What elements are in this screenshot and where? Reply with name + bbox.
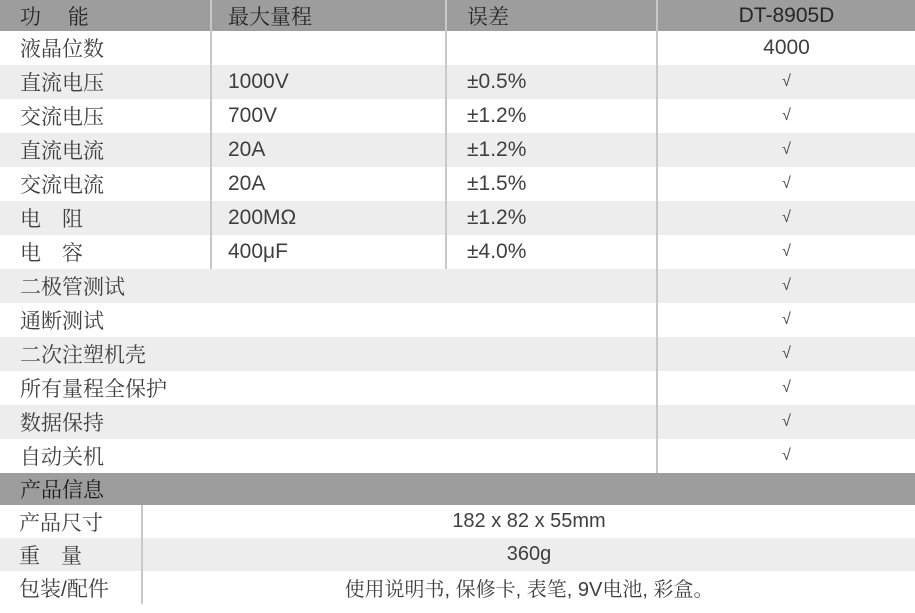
spec-label: 电 容 [20,242,83,265]
spec-label: 直流电流 [20,140,104,163]
spec-checkmark: √ [656,371,915,405]
spec-label: 电 阻 [20,208,83,231]
spec-label: 液晶位数 [20,38,104,61]
spec-range: 20A [210,167,445,201]
spec-checkmark: √ [656,405,915,439]
header-accuracy: 误差 [445,0,656,31]
spec-label: 二极管测试 [20,276,125,299]
spec-accuracy: ±1.2% [445,99,656,133]
spec-checkmark: √ [656,269,915,303]
spec-range [210,31,445,65]
spec-label: 自动关机 [20,446,104,469]
table-row [0,337,915,371]
section-title-product-info: 产品信息 [0,473,915,505]
table-row [0,235,915,269]
spec-label: 直流电压 [20,72,104,95]
info-row [0,571,915,604]
spec-label: 数据保持 [20,412,104,435]
spec-label: 所有量程全保护 [20,378,167,401]
spec-checkmark: √ [656,99,915,133]
spec-range: 400μF [210,235,445,269]
spec-accuracy: ±1.5% [445,167,656,201]
spec-checkmark: √ [656,201,915,235]
info-label: 包装/配件 [19,577,109,601]
spec-label: 通断测试 [20,310,104,333]
spec-label: 交流电压 [20,106,104,129]
spec-accuracy [445,31,656,65]
info-row [0,505,915,538]
spec-checkmark: √ [656,133,915,167]
spec-accuracy: ±1.2% [445,201,656,235]
spec-accuracy: ±4.0% [445,235,656,269]
table-row [0,405,915,439]
spec-accuracy: ±0.5% [445,65,656,99]
spec-value: 4000 [656,31,915,65]
table-row [0,371,915,405]
spec-accuracy: ±1.2% [445,133,656,167]
info-value: 182 x 82 x 55mm [141,505,915,538]
info-row [0,538,915,571]
header-function: 功 能 [20,5,89,29]
table-row [0,439,915,473]
info-value: 使用说明书, 保修卡, 表笔, 9V电池, 彩盒。 [141,571,915,604]
table-row [0,65,915,99]
info-label: 重 量 [19,544,82,568]
table-row [0,269,915,303]
spec-checkmark: √ [656,167,915,201]
info-label: 产品尺寸 [19,511,103,535]
spec-range: 700V [210,99,445,133]
table-row [0,303,915,337]
spec-checkmark: √ [656,235,915,269]
info-value: 360g [141,538,915,571]
spec-range: 1000V [210,65,445,99]
table-header-row [0,0,915,31]
table-row [0,99,915,133]
table-row [0,133,915,167]
table-row [0,201,915,235]
spec-checkmark: √ [656,337,915,371]
spec-checkmark: √ [656,439,915,473]
spec-range: 20A [210,133,445,167]
table-row [0,31,915,65]
spec-range: 200MΩ [210,201,445,235]
table-row [0,167,915,201]
spec-label: 二次注塑机壳 [20,344,146,367]
spec-checkmark: √ [656,303,915,337]
header-model: DT-8905D [656,0,915,31]
spec-checkmark: √ [656,65,915,99]
header-max-range: 最大量程 [210,0,445,31]
spec-label: 交流电流 [20,174,104,197]
bottom-padding [0,604,915,613]
